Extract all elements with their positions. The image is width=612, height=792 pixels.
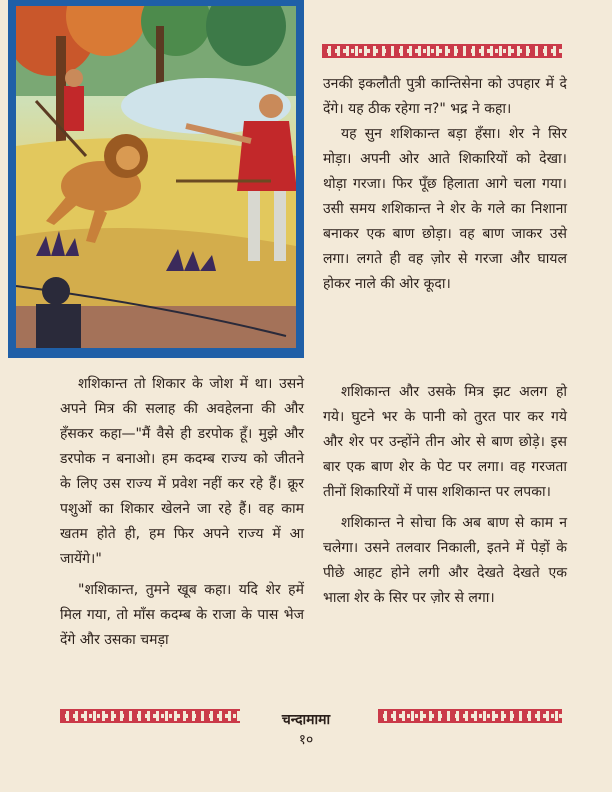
magazine-title: चन्दामामा: [281, 712, 331, 728]
ornament-border-bottom-left: [60, 709, 240, 723]
paragraph: शशिकान्त और उसके मित्र झट अलग हो गये। घुटने भर के पानी को तुरत पार कर गये और शेर पर उन्होंने तीन ओर से बाण छोड़े। इस बार एक बाण शेर के पेट पर लगा। वह गरजता तीनों शिकारियों में पास शशिकान्त पर लपका।: [323, 384, 567, 500]
paragraph: शशिकान्त ने सोचा कि अब बाण से काम न चलेगा। उसने तलवार निकाली, इतने में पेड़ों के पीछे आहट होने लगी और देखते देखते एक भाला शेर के सिर पर ज़ोर से लगा।: [323, 515, 567, 606]
paragraph: शशिकान्त तो शिकार के जोश में था। उसने अपने मित्र की सलाह की अवहेलना की और हँसकर कहा—"मैं वैसे ही डरपोक हूँ। मुझे और डरपोक न बनाओ। हम कदम्ब राज्य को जीतने के लिए उस राज्य में प्रवेश नहीं कर रहे हैं। क्रूर पशुओं का शिकार खेलने जा रहे हैं। वह काम खतम होते ही, हम फिर अपने राज्य में आ जायेंगे।": [60, 376, 304, 567]
right-column-lower-text: [323, 380, 567, 611]
ornament-border-bottom-right: [378, 709, 562, 723]
right-column-text: [323, 72, 567, 297]
ornament-border-top: [322, 44, 562, 58]
paragraph: यह सुन शशिकान्त बड़ा हँसा। शेर ने सिर मोड़ा। अपनी ओर आते शिकारियों को देखा। थोड़ा गरजा। फिर पूँछ हिलाता आगे चला गया। उसी समय शशिकान्त ने शेर के गले का निशाना बनाकर एक बाण छोड़ा। वह बाण जाकर उसे लगा। लगते ही वह ज़ोर से गरजा और घायल होकर नाले की ओर कूदा।: [323, 126, 567, 292]
left-column-text: [60, 372, 304, 653]
story-illustration: [8, 0, 304, 358]
paragraph: "शशिकान्त, तुमने खूब कहा। यदि शेर हमें मिल गया, तो माँस कदम्ब के राजा के पास भेज देंगे और उसका चमड़ा: [60, 582, 304, 648]
illustration-drawing: [16, 6, 296, 348]
paragraph: उनकी इकलौती पुत्री कान्तिसेना को उपहार में दे देंगे। यह ठीक रहेगा न?" भद्र ने कहा।: [323, 76, 567, 117]
page-number: १०: [298, 732, 314, 748]
hunting-scene-icon: [16, 6, 296, 348]
